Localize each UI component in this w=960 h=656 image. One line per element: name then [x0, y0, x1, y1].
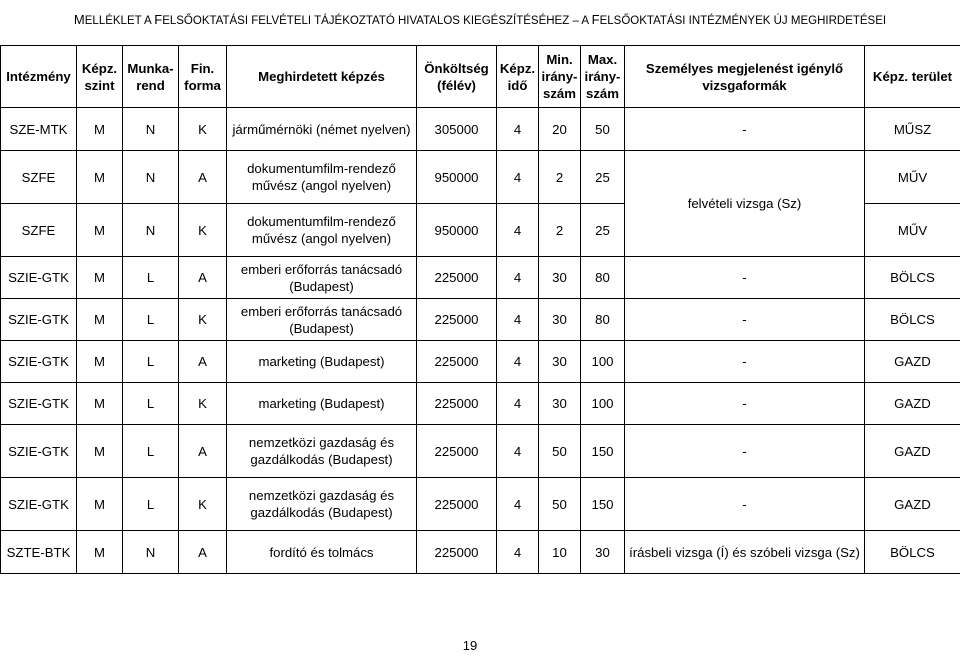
cell-field: GAZD	[865, 425, 960, 478]
cell-field: MŰV	[865, 204, 960, 257]
programs-table	[0, 45, 960, 574]
header-cell: Meghirdetett képzés	[227, 46, 417, 108]
cell-level: M	[77, 204, 123, 257]
cell-exam: -	[625, 425, 865, 478]
cell-duration: 4	[497, 425, 539, 478]
cell-duration: 4	[497, 204, 539, 257]
cell-max: 25	[581, 204, 625, 257]
cell-financing: K	[179, 204, 227, 257]
cell-tuition: 225000	[417, 341, 497, 383]
header-cell: Képz. terület	[865, 46, 960, 108]
cell-duration: 4	[497, 531, 539, 574]
cell-institution: SZIE-GTK	[1, 383, 77, 425]
cell-duration: 4	[497, 151, 539, 204]
cell-min: 30	[539, 341, 581, 383]
cell-schedule: L	[123, 425, 179, 478]
page-number: 19	[462, 638, 478, 653]
cell-institution: SZIE-GTK	[1, 425, 77, 478]
cell-exam: -	[625, 257, 865, 299]
cell-max: 25	[581, 151, 625, 204]
cell-financing: A	[179, 151, 227, 204]
header-cell: Személyes megjelenést igénylő vizsgaformák	[625, 46, 865, 108]
cell-exam: -	[625, 341, 865, 383]
cell-duration: 4	[497, 341, 539, 383]
cell-program: járműmérnöki (német nyelven)	[227, 108, 417, 151]
cell-institution: SZFE	[1, 204, 77, 257]
cell-exam: -	[625, 478, 865, 531]
cell-level: M	[77, 531, 123, 574]
cell-level: M	[77, 425, 123, 478]
cell-exam: -	[625, 299, 865, 341]
cell-program: dokumentumfilm-rendező művész (angol nyelven)	[227, 151, 417, 204]
table-row	[1, 108, 960, 151]
cell-exam: felvételi vizsga (Sz)	[625, 151, 865, 257]
cell-financing: A	[179, 425, 227, 478]
cell-tuition: 950000	[417, 204, 497, 257]
cell-duration: 4	[497, 383, 539, 425]
cell-min: 2	[539, 204, 581, 257]
banner-part: ELSŐOKTATÁSI INTÉZMÉNYEK ÚJ MEGHIRDETÉSEI	[599, 15, 887, 27]
cell-tuition: 225000	[417, 257, 497, 299]
cell-field: BÖLCS	[865, 531, 960, 574]
cell-program: marketing (Budapest)	[227, 383, 417, 425]
cell-financing: K	[179, 478, 227, 531]
cell-program: dokumentumfilm-rendező művész (angol nyelven)	[227, 204, 417, 257]
cell-field: BÖLCS	[865, 299, 960, 341]
header-cell: Önköltség (félév)	[417, 46, 497, 108]
cell-institution: SZTE-BTK	[1, 531, 77, 574]
banner-part: ELLÉKLET A	[84, 15, 155, 27]
cell-financing: A	[179, 341, 227, 383]
table-row	[1, 531, 960, 574]
cell-field: GAZD	[865, 478, 960, 531]
cell-schedule: L	[123, 299, 179, 341]
cell-financing: K	[179, 108, 227, 151]
cell-duration: 4	[497, 478, 539, 531]
cell-level: M	[77, 383, 123, 425]
cell-institution: SZIE-GTK	[1, 478, 77, 531]
banner-part: ELSŐOKTATÁSI FELVÉTELI TÁJÉKOZTATÓ HIVATALOS KIEGÉSZÍTÉSÉHEZ	[162, 15, 573, 27]
cell-field: BÖLCS	[865, 257, 960, 299]
document-banner	[0, 0, 960, 40]
cell-financing: K	[179, 299, 227, 341]
cell-level: M	[77, 257, 123, 299]
cell-tuition: 225000	[417, 299, 497, 341]
cell-min: 30	[539, 257, 581, 299]
cell-min: 10	[539, 531, 581, 574]
cell-tuition: 225000	[417, 478, 497, 531]
banner-part: F	[154, 12, 163, 27]
cell-min: 20	[539, 108, 581, 151]
table-header-row	[1, 46, 960, 108]
table-row	[1, 299, 960, 341]
cell-duration: 4	[497, 299, 539, 341]
banner-part: F	[591, 12, 600, 27]
table-row	[1, 341, 960, 383]
cell-duration: 4	[497, 108, 539, 151]
cell-tuition: 950000	[417, 151, 497, 204]
cell-program: nemzetközi gazdaság és gazdálkodás (Budapest)	[227, 425, 417, 478]
cell-schedule: N	[123, 151, 179, 204]
cell-financing: A	[179, 531, 227, 574]
cell-financing: A	[179, 257, 227, 299]
cell-field: MŰV	[865, 151, 960, 204]
cell-tuition: 225000	[417, 383, 497, 425]
banner-part: M	[73, 12, 85, 27]
cell-program: nemzetközi gazdaság és gazdálkodás (Budapest)	[227, 478, 417, 531]
cell-max: 50	[581, 108, 625, 151]
header-cell: Munka- rend	[123, 46, 179, 108]
cell-min: 50	[539, 425, 581, 478]
cell-max: 100	[581, 383, 625, 425]
cell-schedule: L	[123, 383, 179, 425]
cell-schedule: L	[123, 478, 179, 531]
cell-min: 30	[539, 299, 581, 341]
cell-level: M	[77, 341, 123, 383]
cell-min: 30	[539, 383, 581, 425]
cell-level: M	[77, 151, 123, 204]
cell-institution: SZE-MTK	[1, 108, 77, 151]
header-cell: Képz. szint	[77, 46, 123, 108]
cell-institution: SZIE-GTK	[1, 257, 77, 299]
cell-program: emberi erőforrás tanácsadó (Budapest)	[227, 299, 417, 341]
cell-max: 80	[581, 257, 625, 299]
header-cell: Intézmény	[1, 46, 77, 108]
cell-institution: SZIE-GTK	[1, 341, 77, 383]
cell-exam: írásbeli vizsga (Í) és szóbeli vizsga (Sz)	[625, 531, 865, 574]
cell-min: 2	[539, 151, 581, 204]
table-row	[1, 257, 960, 299]
cell-field: MŰSZ	[865, 108, 960, 151]
cell-field: GAZD	[865, 341, 960, 383]
cell-program: emberi erőforrás tanácsadó (Budapest)	[227, 257, 417, 299]
table-row	[1, 383, 960, 425]
cell-exam: -	[625, 108, 865, 151]
cell-max: 80	[581, 299, 625, 341]
cell-schedule: N	[123, 108, 179, 151]
cell-schedule: L	[123, 257, 179, 299]
header-cell: Fin. forma	[179, 46, 227, 108]
cell-max: 150	[581, 425, 625, 478]
table-row	[1, 478, 960, 531]
cell-exam: -	[625, 383, 865, 425]
cell-institution: SZFE	[1, 151, 77, 204]
cell-tuition: 225000	[417, 425, 497, 478]
cell-max: 150	[581, 478, 625, 531]
cell-field: GAZD	[865, 383, 960, 425]
header-cell: Max. irány- szám	[581, 46, 625, 108]
cell-institution: SZIE-GTK	[1, 299, 77, 341]
cell-schedule: N	[123, 204, 179, 257]
cell-min: 50	[539, 478, 581, 531]
cell-max: 30	[581, 531, 625, 574]
header-cell: Min. irány- szám	[539, 46, 581, 108]
banner-part: –	[572, 15, 579, 27]
header-cell: Képz. idő	[497, 46, 539, 108]
cell-tuition: 225000	[417, 531, 497, 574]
cell-level: M	[77, 478, 123, 531]
cell-program: fordító és tolmács	[227, 531, 417, 574]
cell-tuition: 305000	[417, 108, 497, 151]
cell-program: marketing (Budapest)	[227, 341, 417, 383]
banner-part: A	[578, 15, 592, 27]
cell-level: M	[77, 299, 123, 341]
table-row	[1, 425, 960, 478]
table-row	[1, 151, 960, 204]
cell-schedule: N	[123, 531, 179, 574]
cell-financing: K	[179, 383, 227, 425]
cell-duration: 4	[497, 257, 539, 299]
cell-max: 100	[581, 341, 625, 383]
cell-level: M	[77, 108, 123, 151]
cell-schedule: L	[123, 341, 179, 383]
